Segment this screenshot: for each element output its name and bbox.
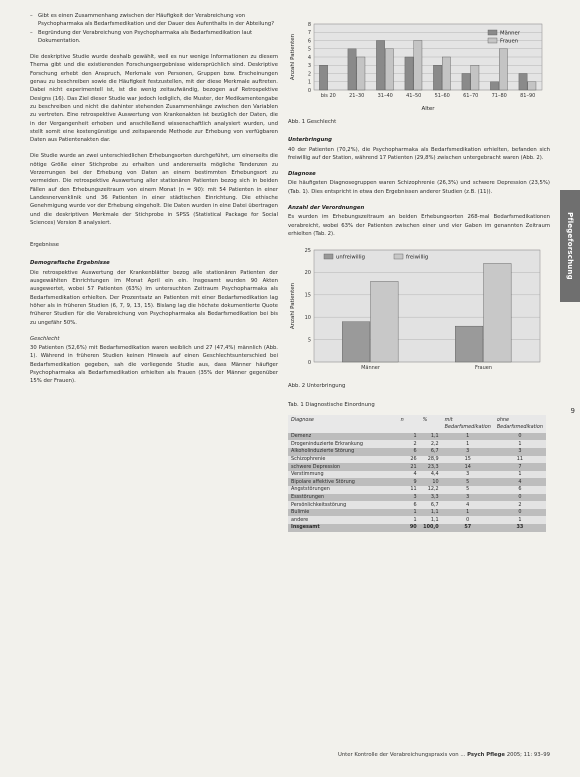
table-cell: 26	[398, 456, 420, 464]
table-cell: 6,7	[420, 448, 442, 456]
table-cell: 3	[494, 448, 546, 456]
table-cell: 0	[442, 516, 494, 524]
table-row	[288, 509, 546, 517]
y-tick-label: 1	[307, 79, 311, 86]
table-cell: 6	[398, 448, 420, 456]
table-cell: Persönlichkeitsstörung	[288, 501, 398, 509]
x-tick-label: Männer	[361, 365, 380, 372]
housing-chart	[288, 246, 546, 376]
bar	[528, 82, 536, 90]
bar	[385, 49, 393, 90]
table-row	[288, 524, 546, 532]
table-cell: 12,2	[420, 486, 442, 494]
table-row	[288, 486, 546, 494]
x-axis-label: Alter	[421, 106, 435, 112]
table-cell: Alkoholinduzierte Störung	[288, 448, 398, 456]
y-tick-label: 8	[307, 21, 311, 28]
x-tick-label: 61–70	[463, 93, 479, 99]
y-tick-label: 3	[307, 63, 311, 70]
table-cell: 14	[442, 463, 494, 471]
table-header-percent: %	[422, 416, 428, 423]
table-cell: Insgesamt	[288, 524, 398, 532]
x-tick-label: 51–60	[434, 93, 450, 99]
x-tick-label: Frauen	[474, 365, 493, 372]
y-tick-label: 25	[304, 248, 311, 255]
research-question-1: – Gibt es einen Zusammenhang zwischen der Häufigkeit der Verabreichung von Psychopharmaka als Bedarfsmedikation und der Dauer des Aufenthalts in der Abteilung?	[30, 12, 278, 29]
bar	[455, 326, 483, 362]
table-row	[288, 501, 546, 509]
legend-swatch	[488, 38, 497, 43]
diagnosis-text: Die häufigsten Diagnosegruppen waren Schizophrenie (26,3%) und schwere Depression (23,5%) (Tab. 1). Dies entspricht in etwa den Ergebnissen anderer Studien (z.B. (11)).	[288, 180, 550, 195]
y-axis-label: Anzahl Patienten	[290, 283, 296, 330]
diagnosis-heading: Diagnose	[288, 171, 316, 178]
footer-journal: Psych Pflege	[467, 752, 506, 758]
table-cell: Demenz	[288, 433, 398, 441]
table-cell: 1	[494, 471, 546, 479]
bar	[442, 57, 450, 90]
x-tick-label: 81–90	[520, 93, 536, 99]
housing-text: 40 der Patienten (70,2%), die Psychopharmaka als Bedarfsmedikation erhielten, befanden sich freiwillig auf der Station, während 17 Patienten (29,8%) zwischen untergebracht waren (Abb. 2).	[288, 146, 550, 161]
bar	[357, 57, 365, 90]
table-cell: 1	[442, 509, 494, 517]
table-cell: 11	[398, 486, 420, 494]
table-cell: 100,0	[420, 524, 442, 532]
table-cell: 4	[442, 501, 494, 509]
right-column	[288, 20, 550, 532]
footer-running-title: Unter Kontrolle der Verabreichungspraxis von ...	[337, 752, 466, 758]
bar	[484, 264, 512, 363]
bar	[519, 74, 527, 91]
table-cell: Schizophrenie	[288, 456, 398, 464]
demographics-heading: Demografische Ergebnisse	[30, 260, 110, 267]
table-cell: 4,4	[420, 471, 442, 479]
table-cell: 33	[494, 524, 546, 532]
bar	[462, 74, 470, 91]
table-cell: 90	[398, 524, 420, 532]
prescriptions-text: Es wurden im Erhebungszeitraum an beiden Erhebungsorten 268-mal Bedarfsmedikationen verabreicht, wobei 63% der Patienten zwischen einer und vier Gaben im genannten Zeitraum erhielten (Tab. 2).	[288, 214, 550, 237]
x-tick-label: 31–40	[377, 93, 393, 99]
y-tick-label: 7	[307, 30, 311, 37]
footer-citation: 2005; 11: 93–99	[506, 752, 550, 758]
table-cell: 1	[442, 433, 494, 441]
table-cell: andere	[288, 516, 398, 524]
y-tick-label: 5	[307, 46, 311, 53]
table-1-caption: Tab. 1 Diagnostische Einordnung	[288, 401, 375, 408]
table-cell: 0	[494, 433, 546, 441]
table-cell: 23,3	[420, 463, 442, 471]
table-cell: 5	[442, 478, 494, 486]
bar	[342, 322, 370, 362]
table-cell: Drogeninduzierte Erkrankung	[288, 440, 398, 448]
sample-paragraph: Die Studie wurde an zwei unterschiedlichen Erhebungsorten durchgeführt, um einerseits die nötige Größe einer Stichprobe zu erhalten und andererseits mögliche Tendenzen zu Verzerrungen bei der Erhebung von Daten an einem bestimmten Erhebungsort zu vermeiden. Die retrospektive Auswertung aller stationären Patienten bezog sich in beiden Fällen auf den Erhebungszeitraum von einem Monat (n = 90): mit 54 Patienten in einer Landesnervenklinik und 36 Patienten in einer städtischen Einrichtung. Die ethische Genehmigung wurde vor der Erhebung eingeholt. Die Daten wurden in eine Datei übertragen und die deskriptiven Merkmale der Stichprobe in SPSS (Statistical Package for Social Sciences) Version 8 analysiert.	[30, 153, 278, 226]
section-side-tab	[560, 190, 580, 302]
x-tick-label: 21–30	[349, 93, 365, 99]
table-body	[288, 433, 546, 532]
figure-1-caption: Abb. 1 Geschlecht	[288, 119, 337, 125]
table-row	[288, 463, 546, 471]
table-row	[288, 494, 546, 502]
table-header-row	[288, 415, 546, 433]
diagnosis-table	[288, 415, 546, 532]
table-cell: 4	[494, 478, 546, 486]
table-cell: 28,9	[420, 456, 442, 464]
bar	[405, 57, 413, 90]
side-tab-label: Pflegeforschung	[566, 212, 574, 280]
bar	[499, 49, 507, 90]
x-tick-label: 71–80	[491, 93, 507, 99]
table-cell: 3	[398, 494, 420, 502]
table-cell: 1	[494, 516, 546, 524]
figure-2-caption: Abb. 2 Unterbringung	[288, 383, 346, 390]
table-cell: 1	[494, 440, 546, 448]
table-cell: 57	[442, 524, 494, 532]
table-header-with-prn: mit Bedarfsmedikation	[444, 416, 491, 430]
bar	[471, 65, 479, 90]
table-cell: 3,3	[420, 494, 442, 502]
x-tick-label: bis 20	[320, 93, 336, 99]
demographics-text: Die retrospektive Auswertung der Krankenblätter bezog alle stationären Patienten der ausgewählten Einrichtungen im Monat April ein ein. Insgesamt wurden 90 Akten ausgewertet, wobei 57 Patienten (63%) im untersuchten Zeitraum Psychopharmaka als Bedarfsmedikation erhielten. Der Prozentsatz an Patienten mit einer Bedarfsmedikation lag höher als in früheren Studien (6, 7, 9, 13, 15). Bislang lag die höchste dokumentierte Quote früherer Studien für die Verabreichung von Psychopharmaka als Bedarfsmedikation bei bis zu ungefähr 50%.	[30, 269, 278, 326]
table-cell: 5	[442, 486, 494, 494]
table-cell: Bipolare affektive Störung	[288, 478, 398, 486]
table-cell: 0	[494, 494, 546, 502]
legend-label: freiwillig	[406, 254, 429, 261]
y-tick-label: 5	[307, 337, 311, 344]
table-header-n: n	[400, 416, 404, 423]
table-cell: 1,1	[420, 433, 442, 441]
table-row	[288, 433, 546, 441]
table-cell: 7	[494, 463, 546, 471]
table-cell: 2,2	[420, 440, 442, 448]
table-row	[288, 448, 546, 456]
table-cell: Bulimie	[288, 509, 398, 517]
table-cell: 1	[398, 516, 420, 524]
bar	[414, 41, 422, 91]
table-cell: 1	[442, 440, 494, 448]
table-cell: 1,1	[420, 509, 442, 517]
table-header-diagnosis: Diagnose	[291, 416, 314, 423]
bar	[376, 41, 384, 91]
table-cell: 6,7	[420, 501, 442, 509]
table-cell: 21	[398, 463, 420, 471]
prescriptions-heading: Anzahl der Verordnungen	[288, 205, 365, 212]
bar	[433, 65, 441, 90]
table-row	[288, 471, 546, 479]
table-cell: 11	[494, 456, 546, 464]
side-page-marker: 9	[570, 407, 575, 415]
table-cell: 3	[442, 471, 494, 479]
legend-swatch	[488, 30, 497, 35]
bar	[348, 49, 356, 90]
table-cell: Essstörungen	[288, 494, 398, 502]
table-cell: 3	[442, 448, 494, 456]
method-paragraph: Die deskriptive Studie wurde deshalb gewählt, weil es nur wenige Informationen zu diesem Thema gibt und die existierenden Forschungsergebnisse widersprüchlich sind. Deskriptive Forschung erhebt den Anspruch, Merkmale von Personen, Gruppen bzw. Erscheinungen genau zu beschreiben sowie die Häufigkeit festzustellen, mit der diese Merkmale auftreten. Dabei nicht experimentell ist, ist die wenig zeitaufwändig, bezogen auf Retrospektive Designs (16). Das Ziel dieser Studie war jedoch lediglich, die Muster, der Medikamentengabe zu beschreiben und nicht die dahinter stehenden Zusammenhänge zwischen den Variablen zu vertreten. Eine retrospektive Auswertung von Krankenakten ist bezüglich der Daten, die in der Vergangenheit erhoben und anschließend wissenschaftlich analysiert wurden, und stellt somit eine kostengünstige und zeitsparende Methode zur Erhebung von verfügbaren Daten aus Patientenakten dar.	[30, 54, 278, 144]
bar	[490, 82, 498, 90]
bar	[319, 65, 327, 90]
y-tick-label: 6	[307, 38, 311, 45]
left-column	[30, 12, 278, 394]
page-footer	[338, 752, 550, 758]
y-tick-label: 10	[304, 315, 311, 322]
table-row	[288, 516, 546, 524]
legend-swatch	[324, 254, 333, 259]
table-cell: 6	[398, 501, 420, 509]
table-header-without-prn: ohne Bedarfsmedikation	[496, 416, 544, 430]
y-tick-label: 4	[307, 54, 311, 61]
legend-label: Frauen	[500, 38, 519, 45]
table-cell: 0	[494, 509, 546, 517]
y-tick-label: 0	[307, 360, 311, 367]
table-row	[288, 478, 546, 486]
table-cell: 1	[398, 433, 420, 441]
bar	[371, 282, 399, 363]
gender-heading: Geschlecht	[30, 335, 60, 342]
table-cell: 9	[398, 478, 420, 486]
legend-swatch	[394, 254, 403, 259]
table-cell: Verstimmung	[288, 471, 398, 479]
y-tick-label: 0	[307, 87, 311, 94]
table-cell: Angststörungen	[288, 486, 398, 494]
table-row	[288, 440, 546, 448]
table-cell: 2	[494, 501, 546, 509]
table-cell: 2	[398, 440, 420, 448]
y-axis-label: Anzahl Patienten	[290, 33, 296, 81]
table-row	[288, 456, 546, 464]
housing-heading: Unterbringung	[288, 137, 332, 144]
table-cell: 1	[398, 509, 420, 517]
age-gender-chart	[288, 20, 546, 112]
table-cell: 10	[420, 478, 442, 486]
table-cell: 3	[442, 494, 494, 502]
y-tick-label: 15	[304, 292, 311, 299]
table-cell: 6	[494, 486, 546, 494]
x-tick-label: 41–50	[406, 93, 422, 99]
table-cell: 1,1	[420, 516, 442, 524]
results-label: Ergebnisse	[30, 242, 60, 249]
table-cell: 4	[398, 471, 420, 479]
legend-label: Männer	[500, 30, 520, 37]
y-tick-label: 2	[307, 71, 311, 78]
y-tick-label: 20	[304, 270, 311, 277]
table-cell: 15	[442, 456, 494, 464]
legend-label: unfreiwillig	[336, 254, 365, 261]
research-question-2: – Begründung der Verabreichung von Psychopharmaka als Bedarfsmedikation laut Dokumentation.	[30, 29, 278, 46]
table-cell: schwere Depression	[288, 463, 398, 471]
gender-text: 30 Patienten (52,6%) mit Bedarfsmedikation waren weiblich und 27 (47,4%) männlich (Abb. 1). Während in früheren Studien keinen Hinweis auf einen Geschlechtsunterschied bei Bedarfsmedikation gegeben, sah die vorliegende Studie aus, dass Männer häufiger Psychopharmaka als Bedarfsmedikation erhielten als Frauen (35% der Männer gegenüber 15% der Frauen).	[30, 345, 278, 385]
